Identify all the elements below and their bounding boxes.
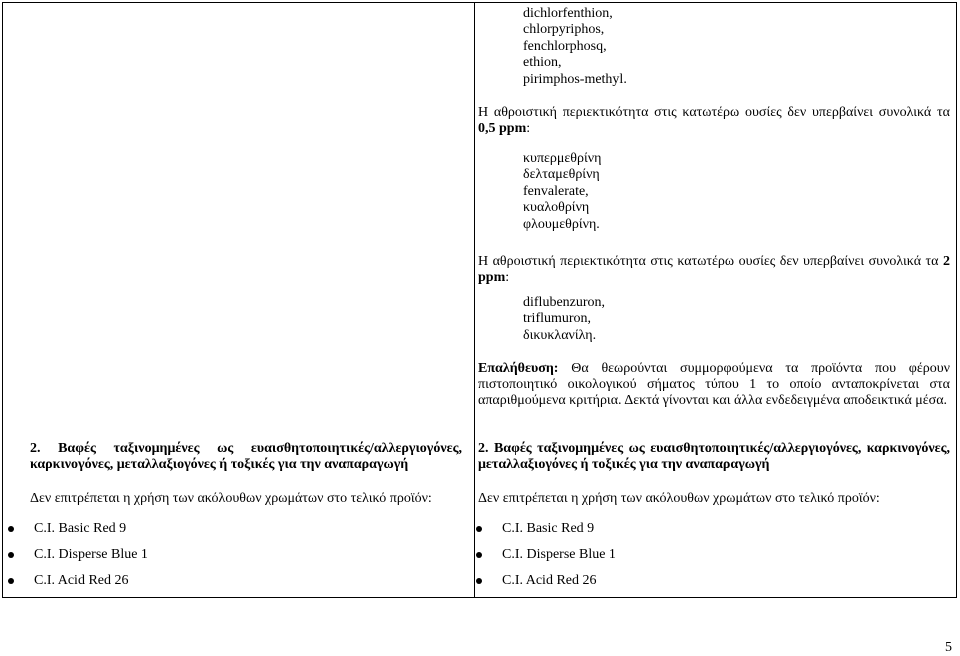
prohibition-text-left: Δεν επιτρέπεται η χρήση των ακόλουθων χρωμάτων στο τελικό προϊόν: <box>30 491 432 506</box>
prohibition-text-right: Δεν επιτρέπεται η χρήση των ακόλουθων χρωμάτων στο τελικό προϊόν: <box>478 491 880 506</box>
section-title: Βαφές ταξινομημένες ως ευαισθητοποιητικές/αλλεργιογόνες, καρκινογόνες, μεταλλαξιογόνες ή τοξικές για την αναπαραγωγή <box>478 441 951 472</box>
dye-name: C.I. Basic Red 9 <box>502 521 595 536</box>
list-item <box>502 521 616 547</box>
verification-text: Θα θεωρούνται συμμορφούμενα τα προϊόντα που φέρουν πιστοποιητικό οικολογικού σήματος τύπου 1 το οποίο ανταποκρίνεται στα απαριθμούμενα κριτήρια. Δεκτά γίνονται και άλλα ενδεδειγμένα αποδεικτικά μέσα. <box>478 361 950 408</box>
dye-name: C.I. Acid Red 26 <box>34 573 129 588</box>
list-item <box>34 547 148 573</box>
section-heading-right <box>478 441 950 473</box>
list-item: diflubenzuron, <box>523 295 606 310</box>
list-item: δικυκλανίλη. <box>523 327 597 343</box>
colon: : <box>505 270 510 285</box>
limit-paragraph-05ppm <box>478 105 950 137</box>
dye-list-left <box>34 521 148 599</box>
dye-name: C.I. Acid Red 26 <box>502 573 597 588</box>
comparison-table <box>2 2 957 598</box>
section-title: Βαφές ταξινομημένες ως ευαισθητοποιητικές/αλλεργιογόνες, καρκινογόνες, μεταλλαξιογόνες ή τοξικές για την αναπαραγωγή <box>30 441 462 472</box>
other-substances-list <box>523 295 605 344</box>
bullet-icon <box>8 578 14 584</box>
list-item: κυαλοθρίνη <box>523 200 590 216</box>
bullet-icon <box>476 526 482 532</box>
section-heading-left <box>30 441 462 473</box>
limit-value: 0,5 ppm <box>478 121 527 136</box>
list-item: dichlorfenthion, <box>523 6 613 21</box>
column-divider <box>474 3 475 597</box>
section-number: 2. <box>478 441 489 456</box>
section-number: 2. <box>30 441 41 456</box>
pesticide-list <box>523 6 627 88</box>
dye-name: C.I. Disperse Blue 1 <box>502 547 616 562</box>
list-item: fenvalerate, <box>523 183 589 199</box>
pyrethroid-list <box>523 151 601 233</box>
list-item: chlorpyriphos, <box>523 22 605 38</box>
paragraph-text: Η αθροιστική περιεκτικότητα στις κατωτέρω ουσίες δεν υπερβαίνει συνολικά τα <box>478 105 950 120</box>
list-item <box>34 521 148 547</box>
list-item <box>502 573 616 599</box>
list-item <box>34 573 148 599</box>
page-number: 5 <box>945 640 952 655</box>
colon: : <box>526 121 531 136</box>
list-item: triflumuron, <box>523 311 592 327</box>
bullet-icon <box>8 526 14 532</box>
list-item: δελταμεθρίνη <box>523 167 600 183</box>
list-item: φλουμεθρίνη. <box>523 216 600 232</box>
dye-name: C.I. Basic Red 9 <box>34 521 127 536</box>
list-item: ethion, <box>523 55 562 71</box>
limit-value: 2 ppm <box>478 254 950 285</box>
bullet-icon <box>476 578 482 584</box>
verification-paragraph <box>478 361 950 409</box>
list-item: pirimphos-methyl. <box>523 71 627 87</box>
limit-paragraph-2ppm <box>478 254 950 286</box>
bullet-icon <box>476 552 482 558</box>
list-item: κυπερμεθρίνη <box>523 151 602 166</box>
list-item: fenchlorphosq, <box>523 38 607 54</box>
verification-label: Επαλήθευση: <box>478 361 559 376</box>
paragraph-text: Η αθροιστική περιεκτικότητα στις κατωτέρω ουσίες δεν υπερβαίνει συνολικά τα <box>478 254 943 269</box>
list-item <box>502 547 616 573</box>
dye-name: C.I. Disperse Blue 1 <box>34 547 148 562</box>
dye-list-right <box>502 521 616 599</box>
bullet-icon <box>8 552 14 558</box>
